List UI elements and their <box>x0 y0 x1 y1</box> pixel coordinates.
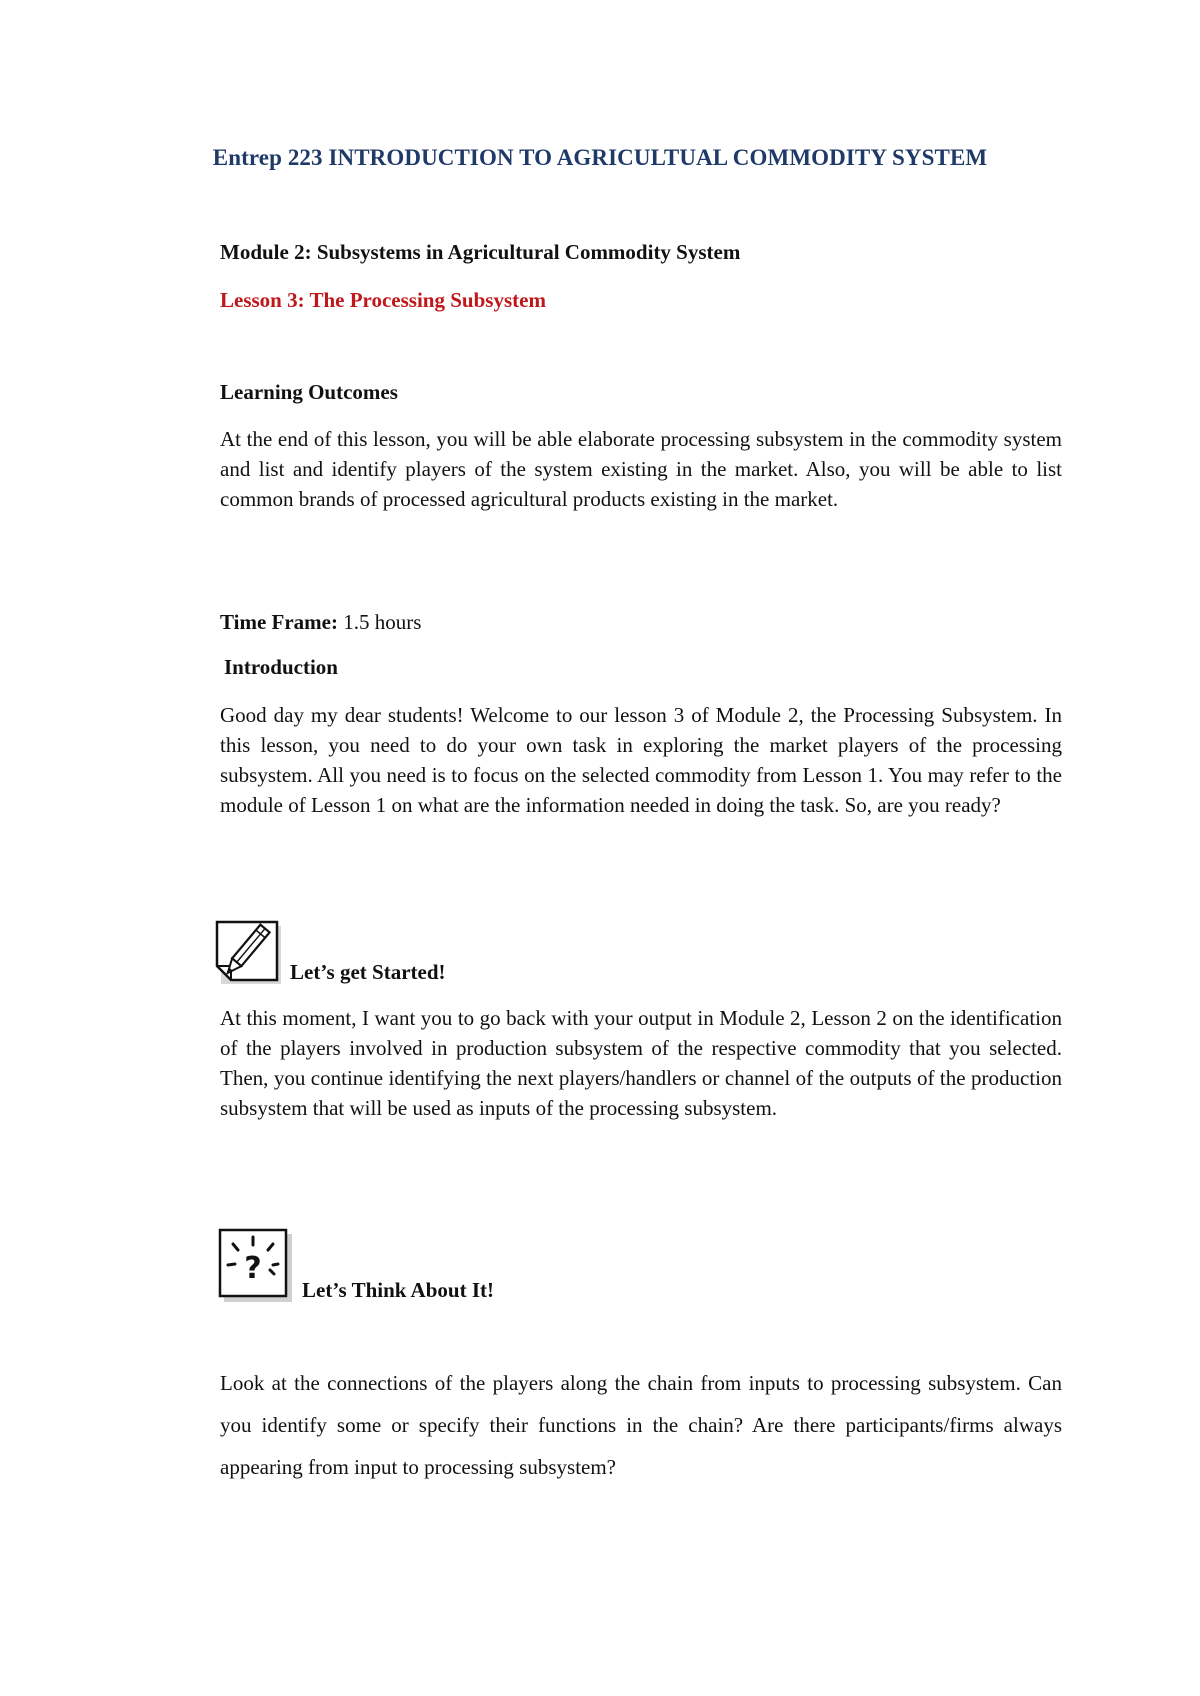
introduction-text: Good day my dear students! Welcome to our lesson 3 of Module 2, the Processing Subsystem. In this lesson, you need to do your own task in exploring the market players of the processing subsystem. All you need is to focus on the selected commodity from Lesson 1. You may refer to the module of Lesson 1 on what are the information needed in doing the task. So, are you ready? <box>220 703 1062 817</box>
think-about-it-text: Look at the connections of the players along the chain from inputs to processing subsystem. Can you identify some or specify their functions in the chain? Are there participants/firms always appearing from input to processing subsystem? <box>220 1371 1062 1479</box>
module-heading: Module 2: Subsystems in Agricultural Commodity System <box>220 240 741 264</box>
course-title: Entrep 223 INTRODUCTION TO AGRICULTUAL COMMODITY SYSTEM <box>212 145 988 170</box>
think-about-it-heading: Let’s Think About It! <box>302 1278 494 1302</box>
svg-text:?: ? <box>244 1251 262 1286</box>
introduction-heading: Introduction <box>224 655 338 679</box>
get-started-text: At this moment, I want you to go back with your output in Module 2, Lesson 2 on the identification of the players involved in production subsystem of the respective commodity that you selected. Then, you continue identifying the next players/handlers or channel of the outputs of the production subsystem that will be used as inputs of the processing subsystem. <box>220 1006 1062 1120</box>
time-frame-value: 1.5 hours <box>343 610 422 634</box>
time-frame <box>220 610 1062 635</box>
get-started-heading: Let’s get Started! <box>290 960 446 984</box>
question-idea-icon <box>218 1228 294 1304</box>
learning-outcomes-text: At the end of this lesson, you will be able elaborate processing subsystem in the commodity system and list and identify players of the system existing in the market. Also, you will be able to list common brands of processed agricultural products existing in the market. <box>220 427 1062 511</box>
time-frame-label: Time Frame: <box>220 610 338 634</box>
learning-outcomes-heading: Learning Outcomes <box>220 380 398 404</box>
pencil-paper-icon <box>215 920 285 988</box>
lesson-heading: Lesson 3: The Processing Subsystem <box>220 288 546 312</box>
